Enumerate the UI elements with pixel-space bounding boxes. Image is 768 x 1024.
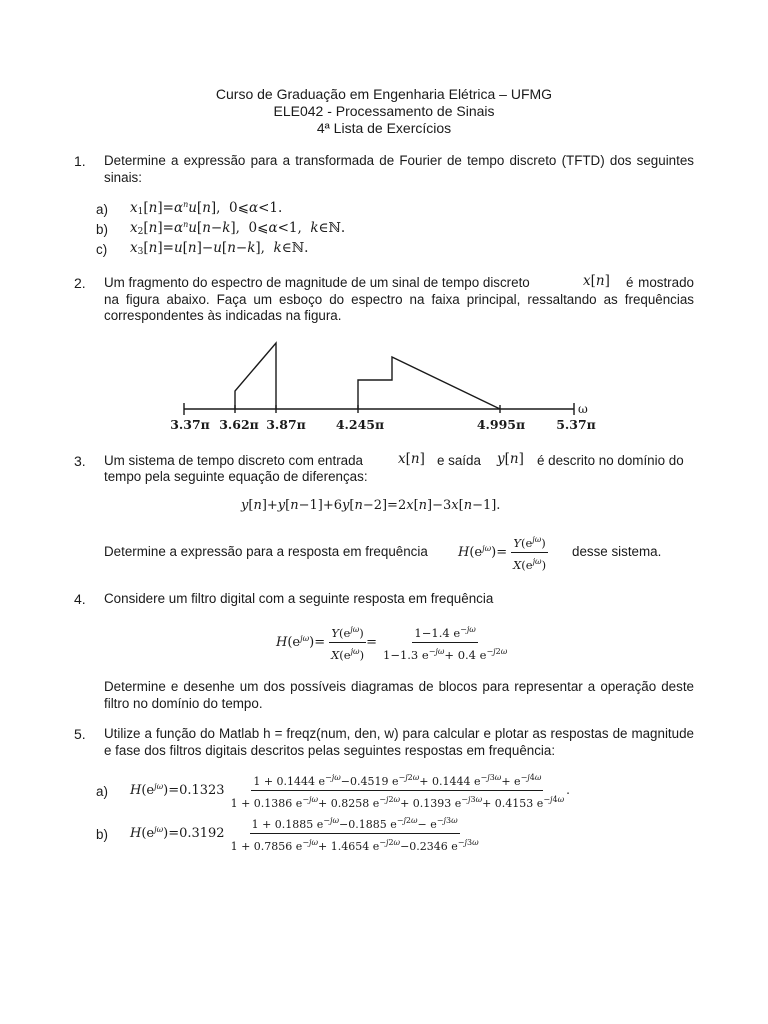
q5-item-a-formula: $H(e^{j\omega})=0.1323$ $\frac{1 + 0.1444 e^{-j\omega}-0.4519 e^{-j2\omega}+ 0.1444 e^{-j3\omega}+ e^{-j4\omega}}{1 + 0.1386 e^{-j\omega}+ 0.8258 e^{-j2\omega}+ 0.1393 e^{-j3\omega}+ 0.4153 e^{-j4\omega}}$ .: [130, 770, 570, 811]
q3-frequency-response-formula: $H(e^{j\omega})=$ $\frac{Y(e^{j\omega})}{X(e^{j\omega})}$: [458, 532, 548, 573]
question-4-number: 4.: [74, 591, 86, 607]
q1-item-b-formula: $x_2[n]=\alpha^nu[n-k]$, 0⩽α<1, k∈ℕ.: [130, 220, 346, 237]
question-2-number: 2.: [74, 275, 86, 291]
question-3-text-d: tempo pela seguinte equação de diferenças:: [104, 469, 368, 484]
question-4-text: Considere um filtro digital com a seguinte resposta em frequência: [104, 591, 494, 606]
spectrum-segment-1: [235, 343, 276, 409]
q1-item-b-label: b): [96, 222, 108, 237]
question-3-text-a: Um sistema de tempo discreto com entrada: [104, 453, 363, 468]
q5-item-a-gain: 0.1323: [179, 783, 225, 799]
spectrum-figure: [160, 335, 610, 435]
question-5-number: 5.: [74, 726, 86, 742]
difference-equation: y[n]+y[n−1]+6y[n−2]=2x[n]−3x[n−1].: [241, 498, 501, 513]
q4-transfer-function: $H(e^{j\omega})=$ $\frac{Y(e^{j\omega})}{X(e^{j\omega})}$ = $\frac{1-1.4 e^{-j\omega}}{1-1.3 e^{-j\omega}+ 0.4 e^{-j2\omega}}$: [276, 622, 509, 663]
q1-item-a-label: a): [96, 202, 108, 217]
q2-signal-symbol: x[n]: [583, 273, 610, 289]
tick-label: 4.245π: [335, 417, 385, 432]
q5-item-b-gain: 0.3192: [179, 826, 225, 842]
q1-item-c-label: c): [96, 242, 108, 257]
tick-label: 3.37π: [170, 417, 210, 432]
axis-omega-label: ω: [578, 402, 588, 416]
tick-label: 5.37π: [556, 417, 596, 432]
question-3-text-b: e saída: [437, 453, 481, 468]
document-header: [0, 86, 768, 137]
q1-item-c-formula: $x_3[n]=u[n]-u[n-k]$, k∈ℕ.: [130, 240, 309, 257]
question-1-text: Determine a expressão para a transformada de Fourier de tempo discreto (TFTD) dos seguintes sinais:: [104, 153, 694, 185]
question-3-number: 3.: [74, 453, 86, 469]
question-4-text-2: Determine e desenhe um dos possíveis diagramas de blocos para representar a operação deste filtro no domínio do tempo.: [104, 679, 694, 711]
question-5-text: Utilize a função do Matlab h = freqz(num, den, w) para calcular e plotar as respostas de magnitude e fase dos filtros digitais descritos pelas seguintes respostas em frequência:: [104, 726, 694, 758]
question-3-determine: Determine a expressão para a resposta em frequência: [104, 544, 428, 559]
question-3-text-c: é descrito no domínio do: [537, 453, 684, 468]
question-2-text-start: Um fragmento do espectro de magnitude de um sinal de tempo discreto: [104, 275, 530, 290]
question-3-tail: desse sistema.: [572, 544, 662, 559]
question-2-text-rest: é mostrado na figura abaixo. Faça um esboço do espectro na faixa principal, ressaltando as frequências correspondentes às indicadas na figura.: [104, 275, 694, 323]
question-1-number: 1.: [74, 153, 86, 169]
q5-item-b-label: b): [96, 827, 108, 842]
spectrum-segment-2: [358, 357, 500, 409]
course-title: Curso de Graduação em Engenharia Elétrica – UFMG: [215, 86, 553, 102]
exercise-list-title: 4ª Lista de Exercícios: [316, 120, 452, 136]
course-code: ELE042 - Processamento de Sinais: [273, 103, 495, 119]
tick-label: 3.62π: [219, 417, 259, 432]
tick-label: 3.87π: [266, 417, 306, 432]
tick-label: 4.995π: [476, 417, 526, 432]
q3-input-symbol: x[n]: [398, 451, 425, 467]
q5-item-a-label: a): [96, 784, 108, 799]
q5-item-b-formula: $H(e^{j\omega})=0.3192$ $\frac{1 + 0.1885 e^{-j\omega}-0.1885 e^{-j2\omega}- e^{-j3\omega}}{1 + 0.7856 e^{-j\omega}+ 1.4654 e^{-j2\omega}-0.2346 e^{-j3\omega}}$: [130, 813, 481, 854]
q3-output-symbol: y[n]: [497, 451, 524, 467]
q1-item-a-formula: $x_1[n]=\alpha^nu[n]$, 0⩽α<1.: [130, 200, 283, 217]
